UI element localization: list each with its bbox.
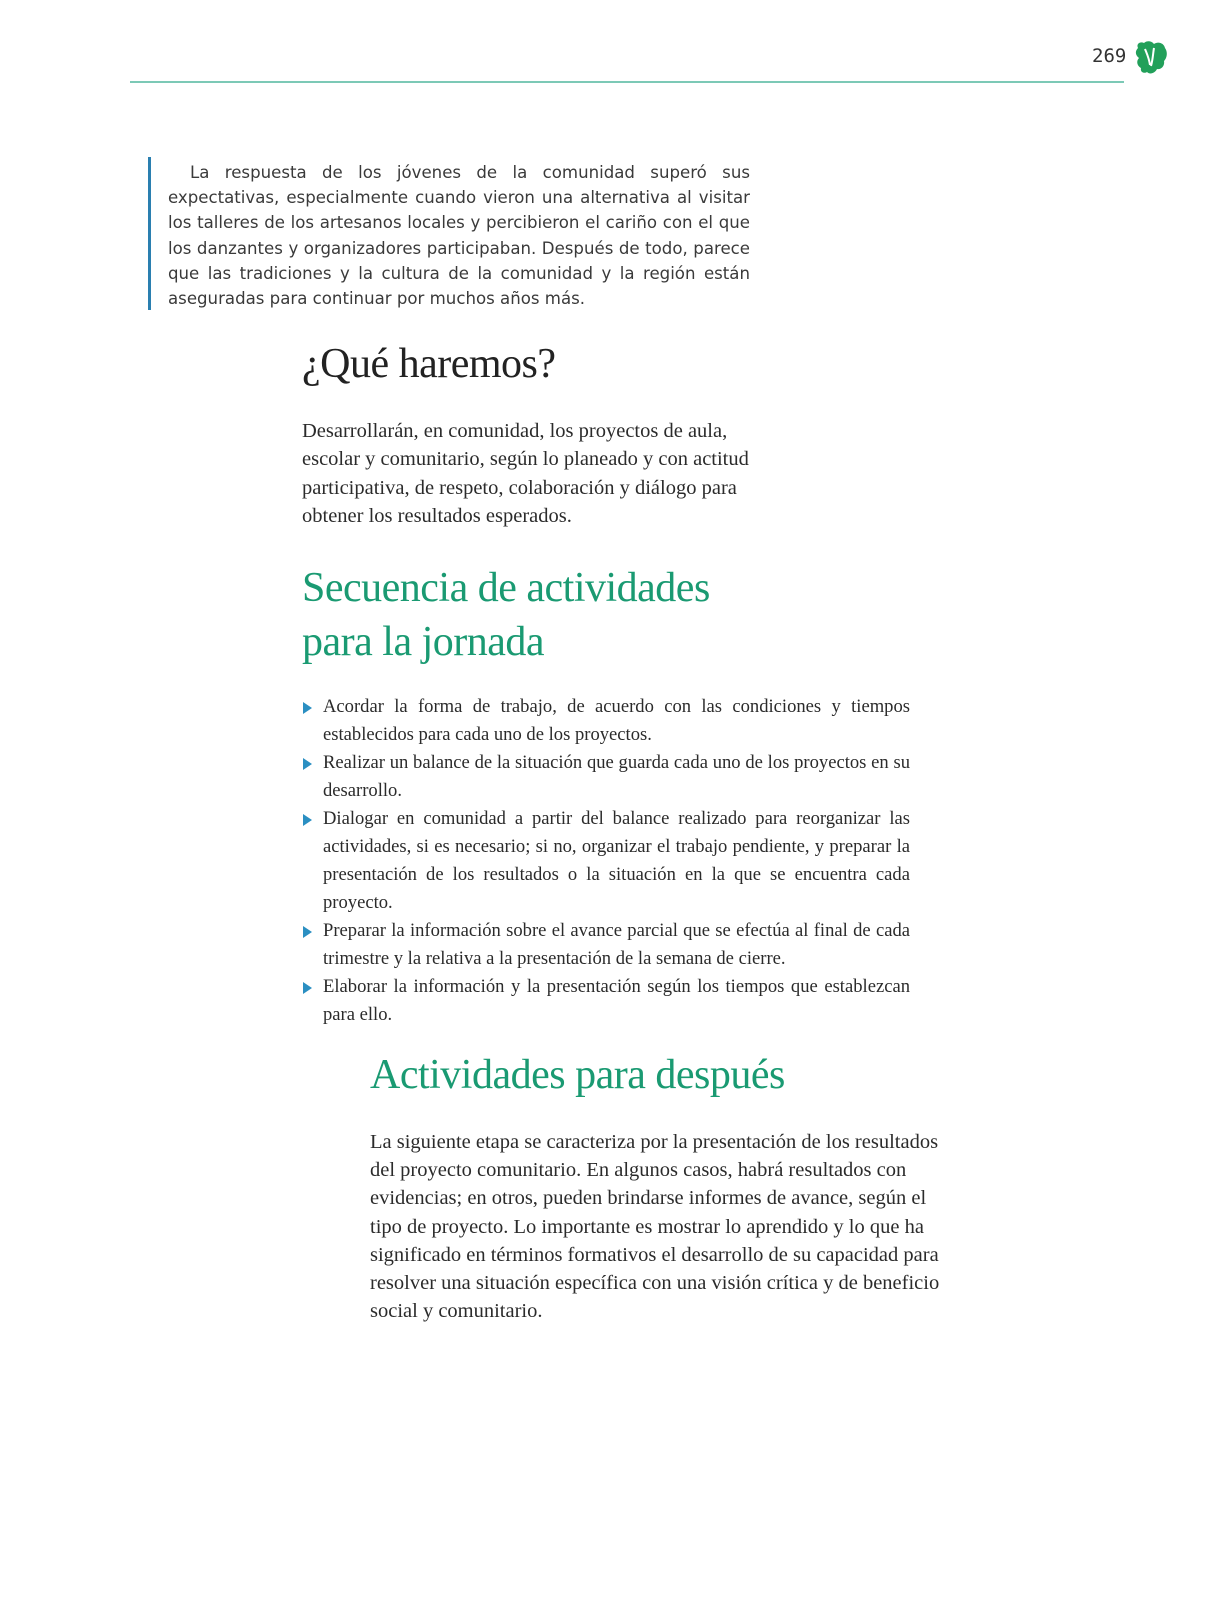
que-haremos-paragraph: Desarrollarán, en comunidad, los proyectos de aula, escolar y comunitario, según lo planeado y con actitud participativa, de respeto, colaboración y diálogo para obtener los resultados esperados.	[302, 420, 749, 528]
secuencia-title-line2: para la jornada	[302, 619, 545, 665]
section-title-secuencia	[302, 561, 822, 669]
intro-accent-bar	[148, 157, 151, 310]
intro-paragraph: La respuesta de los jóvenes de la comunidad superó sus expectativas, especialmente cuando vieron una alternativa al visitar los talleres de los artesanos locales y percibieron el cariño con el que los danzantes y organizadores participaban. Después de todo, parece que las tradiciones y la cultura de la comunidad y la región están aseguradas para continuar por muchos años más.	[168, 163, 750, 309]
list-item	[302, 805, 910, 917]
leaf-logo-icon	[1134, 40, 1168, 76]
list-item-text: Dialogar en comunidad a partir del balance realizado para reorganizar las actividades, si es necesario; si no, organizar el trabajo pendiente, y preparar la presentación de los resultados o la situación en la que se encuentra cada proyecto.	[323, 808, 910, 913]
list-item	[302, 749, 910, 805]
triangle-bullet-icon	[303, 702, 312, 714]
actividades-despues-paragraph: La siguiente etapa se caracteriza por la presentación de los resultados del proyecto comunitario. En algunos casos, habrá resultados con evidencias; en otros, pueden brindarse informes de avance, según el tipo de proyecto. Lo importante es mostrar lo aprendido y lo que ha significado en términos formativos el desarrollo de su capacidad para resolver una situación específica con una visión crítica y de beneficio social y comunitario.	[370, 1131, 940, 1323]
list-item-text: Realizar un balance de la situación que guarda cada uno de los proyectos en su desarrollo.	[323, 752, 910, 801]
list-item	[302, 973, 910, 1029]
triangle-bullet-icon	[303, 758, 312, 770]
page-number: 269	[1092, 45, 1127, 67]
triangle-bullet-icon	[303, 982, 312, 994]
triangle-bullet-icon	[303, 814, 312, 826]
intro-quote-box	[148, 157, 758, 310]
section-title-actividades-despues: Actividades para después	[370, 1052, 785, 1098]
list-item-text: Elaborar la información y la presentación según los tiempos que establezcan para ello.	[323, 976, 910, 1025]
secuencia-title-line1: Secuencia de actividades	[302, 565, 710, 611]
header-rule	[130, 81, 1124, 83]
list-item	[302, 693, 910, 749]
activity-list	[302, 693, 910, 1029]
list-item-text: Preparar la información sobre el avance parcial que se efectúa al final de cada trimestre y la relativa a la presentación de la semana de cierre.	[323, 920, 910, 969]
list-item	[302, 917, 910, 973]
list-item-text: Acordar la forma de trabajo, de acuerdo con las condiciones y tiempos establecidos para cada uno de los proyectos.	[323, 696, 910, 745]
section-title-que-haremos: ¿Qué haremos?	[302, 341, 556, 387]
triangle-bullet-icon	[303, 926, 312, 938]
